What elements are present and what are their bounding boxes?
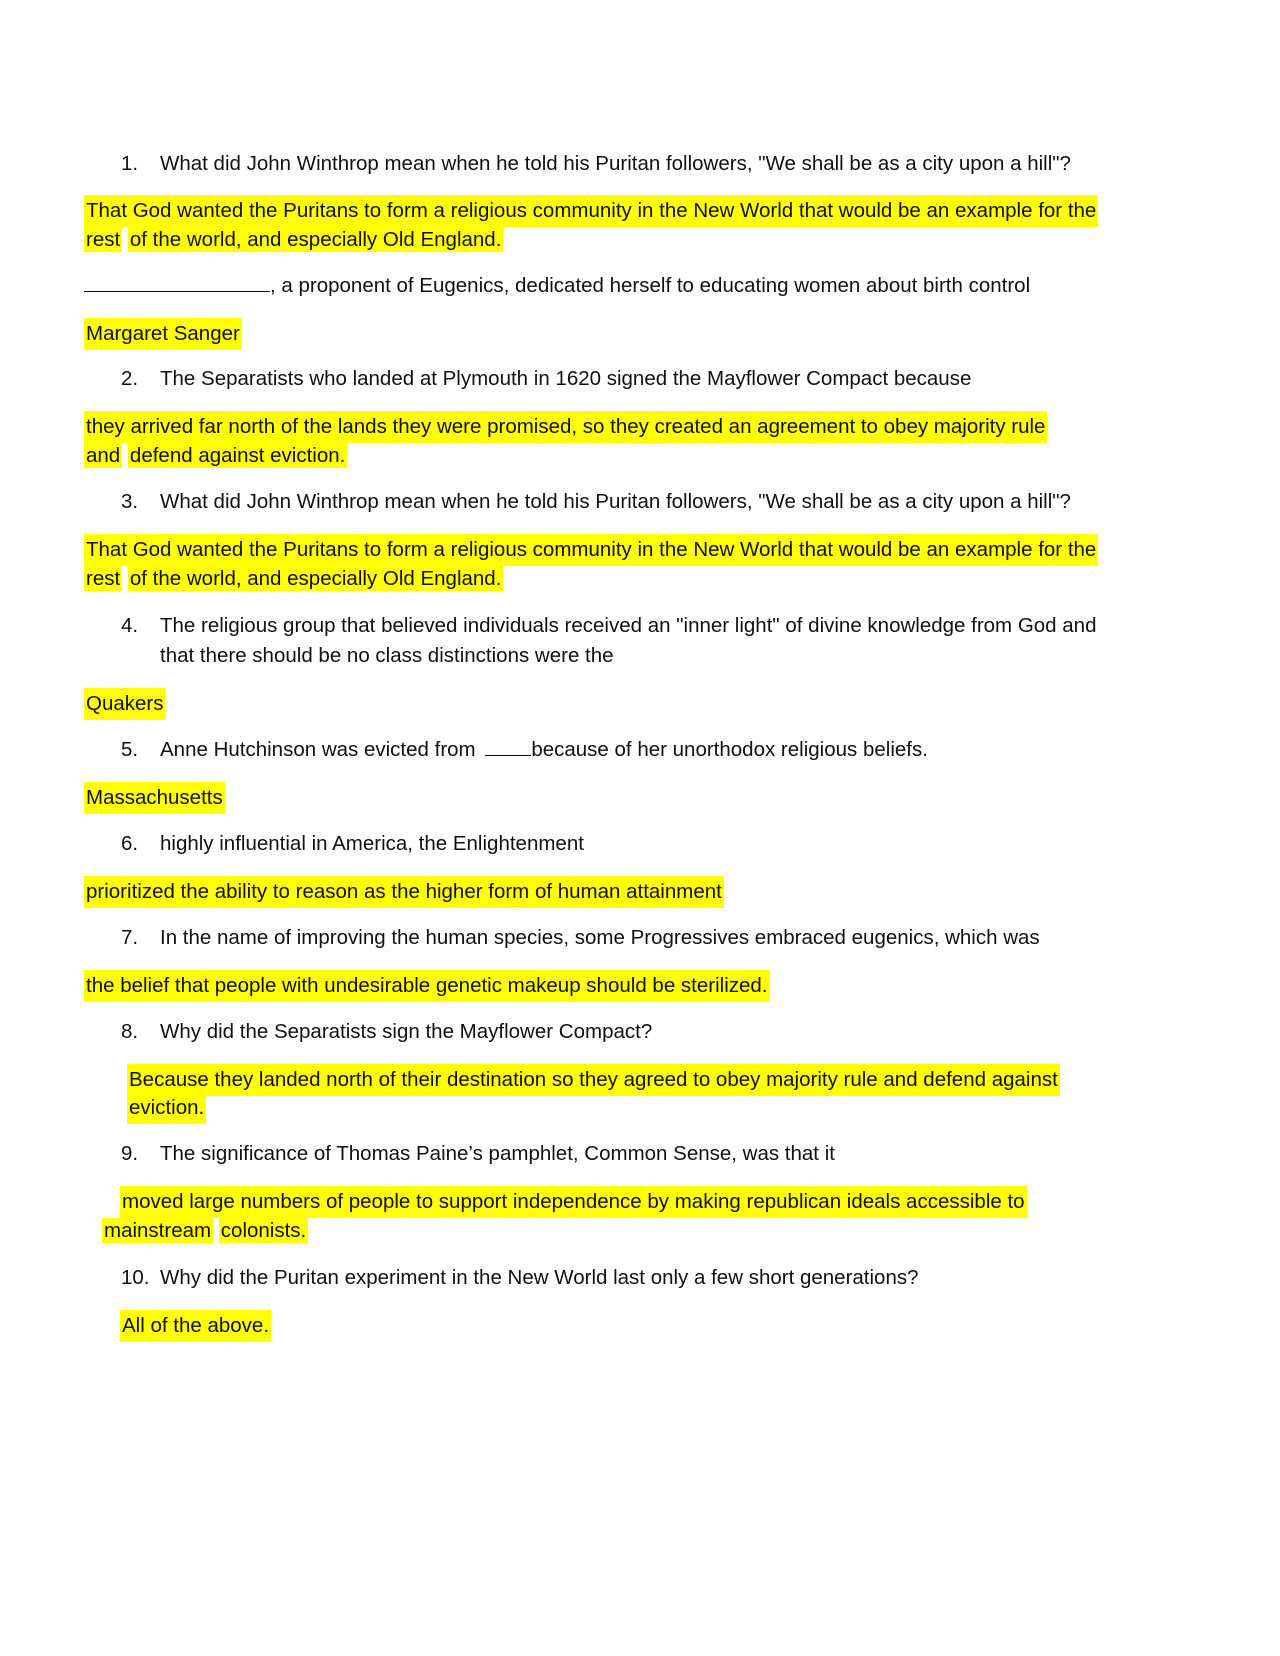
highlighted-answer: Margaret Sanger bbox=[84, 318, 242, 350]
highlighted-answer: and bbox=[86, 444, 121, 467]
highlighted-answer: eviction. bbox=[127, 1092, 206, 1124]
highlighted-answer: of the world, and especially Old England. bbox=[129, 228, 502, 251]
highlighted-answer: the belief that people with undesirable genetic makeup should be sterilized. bbox=[84, 970, 770, 1002]
question-text: highly influential in America, the Enlightenment bbox=[160, 832, 584, 855]
question-text-wrap bbox=[160, 735, 928, 765]
question-text: Why did the Separatists sign the Mayflower Compact? bbox=[160, 1020, 653, 1043]
highlighted-answer: Quakers bbox=[84, 688, 165, 720]
question-text: The Separatists who landed at Plymouth in 1620 signed the Mayflower Compact because bbox=[160, 367, 972, 390]
blank-underline bbox=[485, 737, 531, 756]
question-number: 8. bbox=[121, 1020, 139, 1043]
highlighted-answer: All of the above. bbox=[120, 1310, 271, 1342]
highlighted-answer: they arrived far north of the lands they were promised, so they created an agreement to obey majority rule bbox=[84, 411, 1047, 443]
question-number: 3. bbox=[121, 490, 139, 513]
question-text: The religious group that believed individuals received an "inner light" of divine knowledge from God and bbox=[160, 614, 1097, 637]
question-text: What did John Winthrop mean when he told his Puritan followers, "We shall be as a city upon a hill"? bbox=[160, 490, 1071, 513]
highlighted-answer: Massachusetts bbox=[84, 782, 225, 814]
highlighted-answer: moved large numbers of people to support independence by making republican ideals accessible to bbox=[120, 1186, 1027, 1218]
question-number: 5. bbox=[121, 738, 139, 761]
question-number: 9. bbox=[121, 1142, 139, 1165]
answer-line-wrap bbox=[84, 564, 503, 594]
answer-line-wrap bbox=[84, 225, 503, 255]
answer-line-wrap bbox=[102, 1216, 308, 1246]
blank-underline bbox=[84, 273, 270, 292]
highlighted-answer: That God wanted the Puritans to form a religious community in the New World that would be an example for the bbox=[84, 195, 1098, 227]
highlighted-answer: Because they landed north of their destination so they agreed to obey majority rule and defend against bbox=[127, 1064, 1060, 1096]
highlighted-answer: mainstream bbox=[104, 1219, 212, 1242]
highlighted-answer: That God wanted the Puritans to form a religious community in the New World that would be an example for the bbox=[84, 534, 1098, 566]
question-text: Why did the Puritan experiment in the New World last only a few short generations? bbox=[160, 1266, 919, 1289]
highlighted-answer: rest bbox=[86, 567, 121, 590]
prompt-text: , a proponent of Eugenics, dedicated herself to educating women about birth control bbox=[270, 274, 1031, 297]
question-text: that there should be no class distinctions were the bbox=[160, 644, 614, 667]
question-text: What did John Winthrop mean when he told his Puritan followers, "We shall be as a city upon a hill"? bbox=[160, 152, 1071, 175]
question-text: In the name of improving the human species, some Progressives embraced eugenics, which was bbox=[160, 926, 1040, 949]
prompt-wrap bbox=[84, 271, 1030, 301]
highlighted-answer: rest bbox=[86, 228, 121, 251]
question-text: Anne Hutchinson was evicted from bbox=[160, 738, 482, 761]
highlighted-answer: defend against eviction. bbox=[129, 444, 346, 467]
answer-line-wrap bbox=[84, 441, 347, 471]
question-number: 1. bbox=[121, 152, 139, 175]
question-number: 6. bbox=[121, 832, 139, 855]
question-number: 4. bbox=[121, 614, 139, 637]
question-number: 10. bbox=[121, 1266, 150, 1289]
highlighted-answer: of the world, and especially Old England. bbox=[129, 567, 502, 590]
question-text: because of her unorthodox religious beliefs. bbox=[531, 738, 928, 761]
question-number: 2. bbox=[121, 367, 139, 390]
question-text: The significance of Thomas Paine’s pamphlet, Common Sense, was that it bbox=[160, 1142, 835, 1165]
highlighted-answer: colonists. bbox=[220, 1219, 307, 1242]
question-number: 7. bbox=[121, 926, 139, 949]
highlighted-answer: prioritized the ability to reason as the higher form of human attainment bbox=[84, 876, 724, 908]
